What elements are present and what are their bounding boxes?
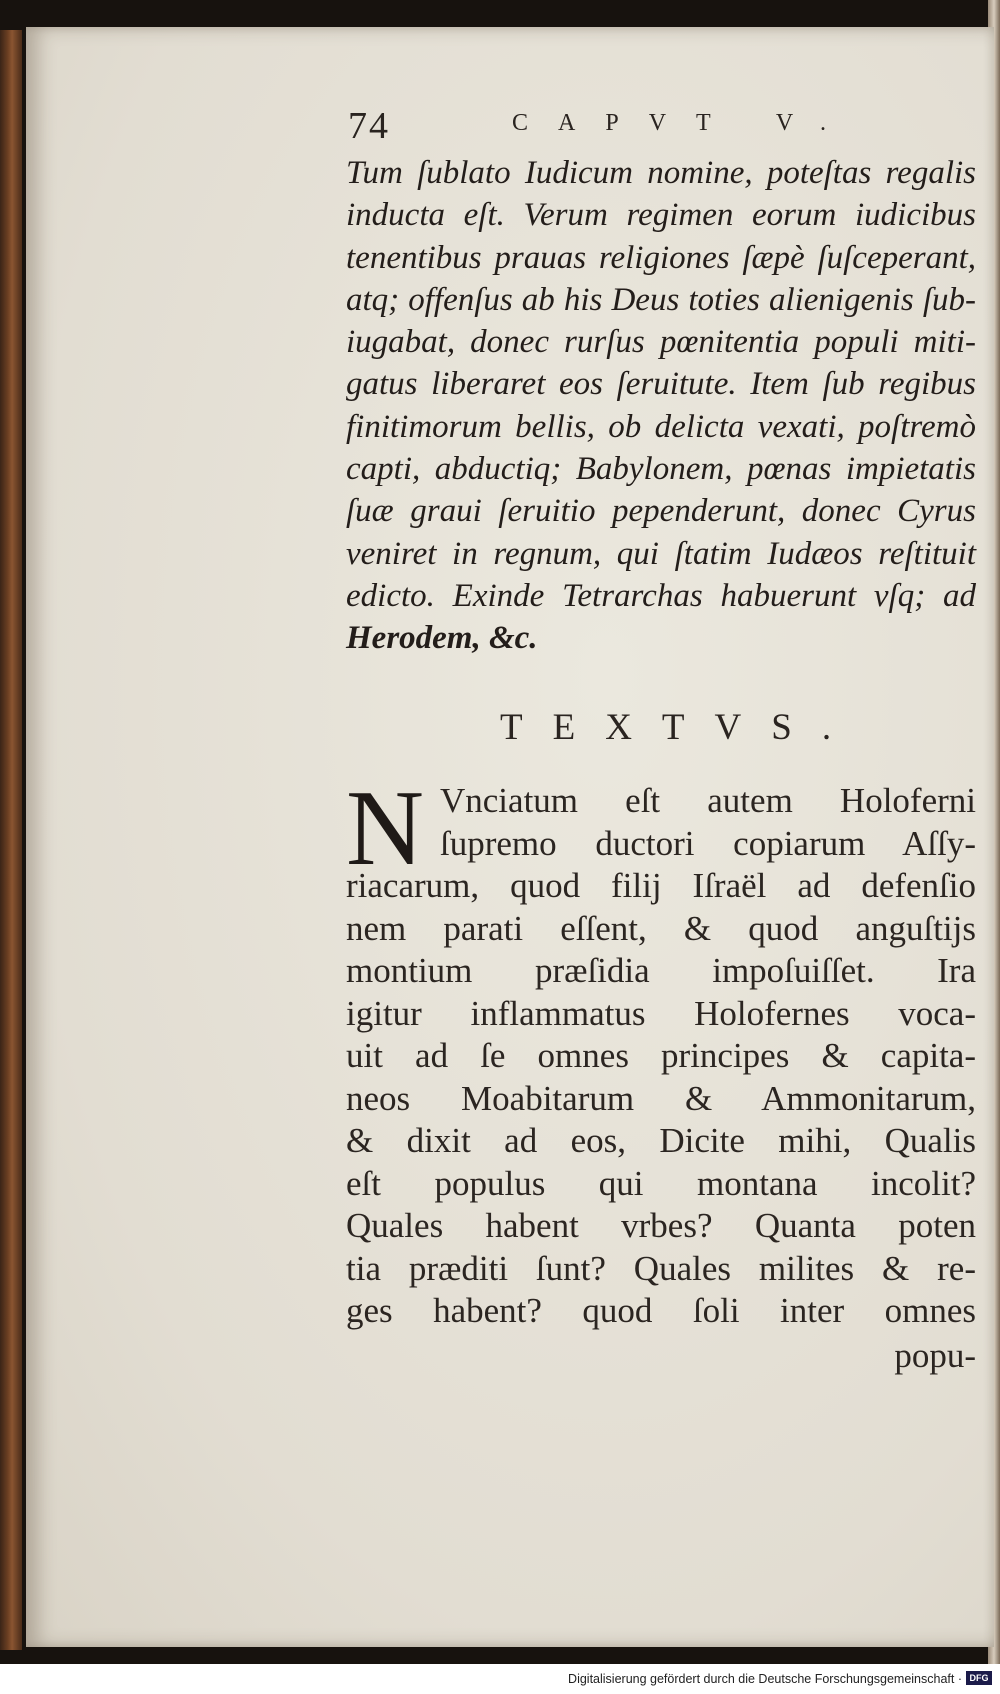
funding-credit: Digitalisierung gefördert durch die Deutsche Forschungsgemeinschaft · <box>568 1672 962 1686</box>
text-line: Herodem, &c. <box>346 620 538 657</box>
text-line: uit ad ſe omnes principes & capita- <box>346 1036 976 1075</box>
text-line: tenentibus prauas religiones ſæpè ſuſceperant, <box>346 239 976 276</box>
text-line: ſupremo ductori copiarum Aſſy- <box>440 823 976 863</box>
text-line: Tum ſublato Iudicum nomine, poteſtas regalis <box>346 155 976 191</box>
page-number: 74 <box>348 105 390 147</box>
section-heading: TEXTVS. <box>500 707 862 748</box>
book-spine <box>0 30 22 1650</box>
text-line: veniret in regnum, qui ſtatim Iudæos reſtituit <box>346 535 976 572</box>
text-line: Quales habent vrbes? Quanta poten <box>346 1206 976 1245</box>
textus-paragraph <box>346 769 976 1377</box>
text-line: eſt populus qui montana incolit? <box>346 1163 976 1203</box>
text-line: iugabat, donec rurſus pœnitentia populi miti- <box>346 324 976 361</box>
text-line: finitimorum bellis, ob delicta vexati, poſtremò <box>346 408 976 445</box>
running-head: CAPVT V. <box>512 110 857 136</box>
text-line: gatus liberaret eos ſeruitute. Item ſub regibus <box>346 366 976 403</box>
drop-cap: N <box>346 769 424 888</box>
text-line: ſuæ graui ſeruitio pependerunt, donec Cyrus <box>346 493 976 530</box>
footer-bar <box>0 1664 1000 1694</box>
text-line: edicto. Exinde Tetrarchas habuerunt vſq; ad <box>346 577 976 614</box>
text-line: montium præſidia impoſuiſſet. Ira <box>346 951 976 990</box>
text-line: nem parati eſſent, & quod anguſtijs <box>346 908 976 948</box>
commentary-paragraph <box>346 152 976 660</box>
text-line: Vnciatum eſt autem Holoferni <box>440 781 976 820</box>
text-line: neos Moabitarum & Ammonitarum, <box>346 1078 976 1118</box>
text-line: tia præditi ſunt? Quales milites & re- <box>346 1248 976 1288</box>
text-line: atq; offenſus ab his Deus toties alienigenis ſub- <box>346 281 976 318</box>
text-line: capti, abductiq; Babylonem, pœnas impietatis <box>346 451 976 488</box>
text-line: inducta eſt. Verum regimen eorum iudicibus <box>346 197 976 234</box>
text-line: & dixit ad eos, Dicite mihi, Qualis <box>346 1121 976 1160</box>
text-line: riacarum, quod filij Iſraël ad defenſio <box>346 866 976 905</box>
page-header <box>348 105 988 148</box>
text-line: ges habent? quod ſoli inter omnes <box>346 1291 976 1330</box>
catchword: popu- <box>894 1335 976 1375</box>
dfg-logo-icon: DFG <box>966 1671 992 1685</box>
text-line: igitur inflammatus Holofernes voca- <box>346 993 976 1033</box>
